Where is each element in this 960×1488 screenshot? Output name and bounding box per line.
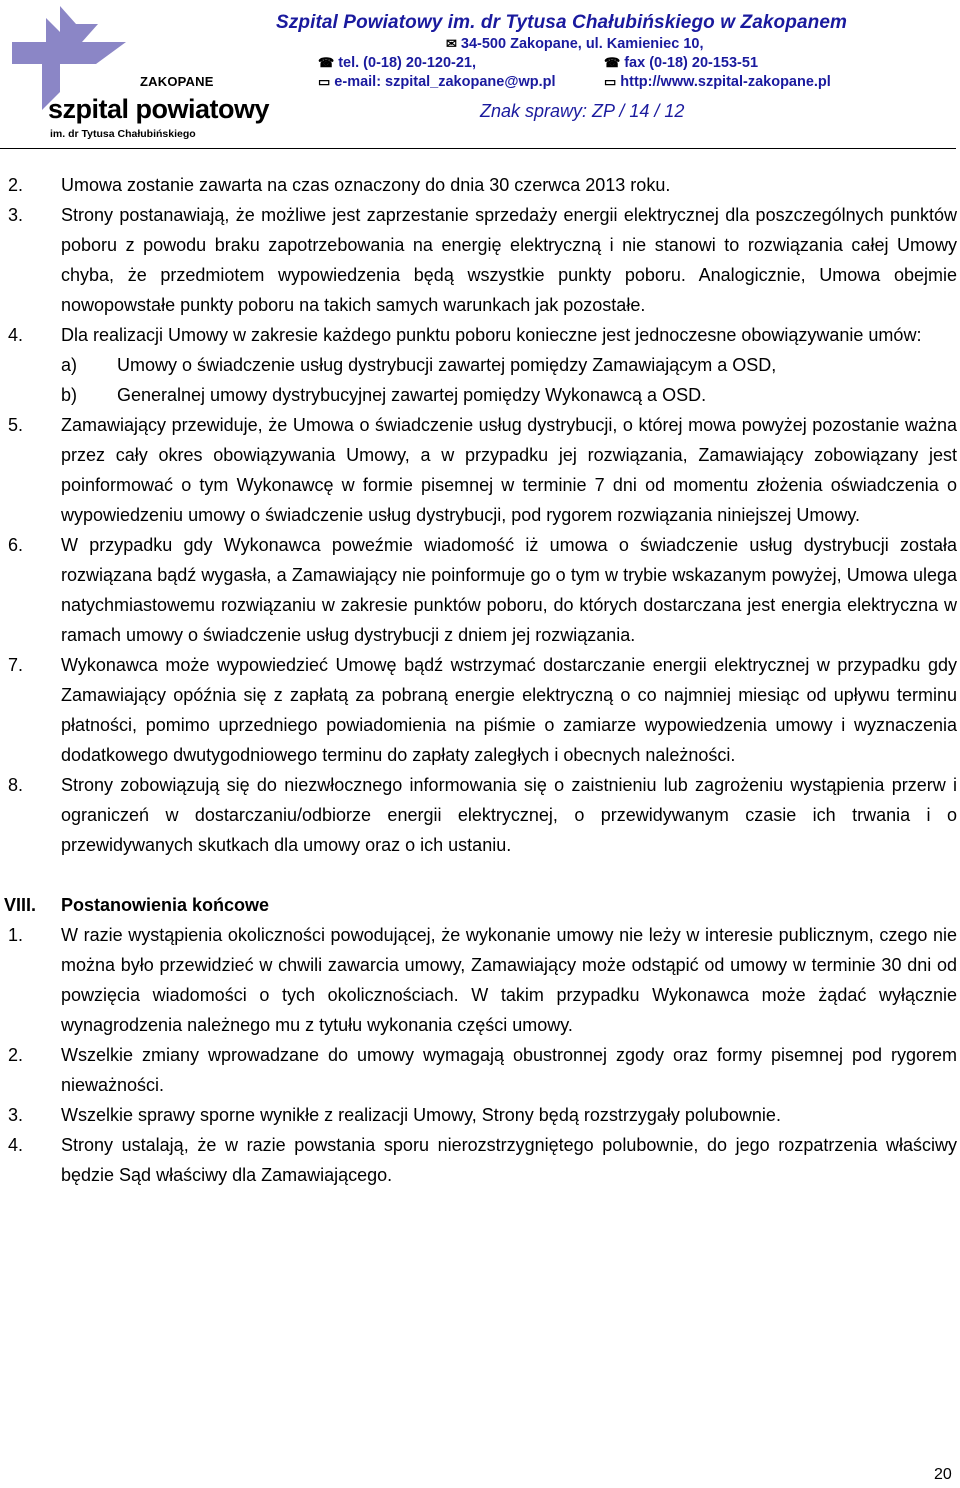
www-line [604,74,831,90]
clause-text: Wykonawca może wypowiedzieć Umowę bądź wstrzymać dostarczanie energii elektrycznej w przypadku gdy Zamawiający opóźnia się z zapłatą za pobraną energie elektryczną o co najmniej miesiąc od upływu terminu płatności, pomimo uprzedniego powiadomienia na piśmie o zamiarze wypowiedzenia umowy i wyznaczenia dodatkowego dwutygodniowego terminu do zapłaty zaległych i obecnych należności. [61,655,957,765]
tel-text: tel. (0-18) 20-120-21, [338,55,477,71]
clause-item [0,1130,960,1190]
clause-text: Zamawiający przewiduje, że Umowa o świadczenie usług dystrybucji, o której mowa powyżej pozostanie ważna przez cały okres obowiązywania Umowy, a w przypadku jej rozwiązania, Zamawiający zobowiązany jest poinformować o tym Wykonawcę w formie pisemnej w terminie 7 dni od momentu złożenia oświadczenia o wypowiedzeniu umowy o świadczenie usług dystrybucji, pod rygorem rozwiązania niniejszej Umowy. [61,415,957,525]
clause-item [0,650,960,770]
clause-subitem [0,380,960,410]
clause-subitem [0,350,960,380]
hospital-name: Szpital Powiatowy im. dr Tytusa Chałubińskiego w Zakopanem [276,12,847,33]
logo-title: szpital powiatowy [48,94,270,124]
clause-text: W przypadku gdy Wykonawca poweźmie wiadomość iż umowa o świadczenie usług dystrybucji została rozwiązana bądź wygasła, a Zamawiający nie poinformuje go o tym w trybie wskazanym powyżej, Umowa ulega natychmiastowemu rozwiązaniu w zakresie punktów poboru, do których dostarczana jest energia elektryczna w ramach umowy o świadczenie usług dystrybucji z dniem jej rozwiązania. [61,535,957,645]
subitem-letter: b) [61,385,78,405]
clause-item [0,1040,960,1100]
clause-item [0,770,960,860]
clause-number: 7. [8,655,24,675]
subitem-text: Umowy o świadczenie usług dystrybucji zawartej pomiędzy Zamawiającym a OSD, [117,355,777,375]
section-number: VIII. [4,895,37,915]
email-link[interactable]: e-mail: szpital_zakopane@wp.pl [334,74,556,90]
envelope-icon: ✉ [446,36,457,51]
clause-number: 8. [8,775,24,795]
page-header [0,0,960,150]
tel-line [318,55,476,71]
clause-number: 4. [8,325,24,345]
clause-number: 2. [8,175,24,195]
clause-item [0,320,960,350]
address-line [446,36,704,52]
clause-text: Strony ustalają, że w razie powstania sporu nierozstrzygniętego polubownie, do jego rozpatrzenia właściwy będzie Sąd właściwy dla Zamawiającego. [61,1135,957,1185]
clause-number: 6. [8,535,24,555]
clause-text: Strony zobowiązują się do niezwłocznego informowania się o zaistnieniu lub zagrożeniu wystąpienia przerw i ograniczeń w dostarczaniu/odbiorze energii elektrycznej, o przewidywanym czasie ich trwania i o przewidywanych skutkach dla umowy oraz o ich ustaniu. [61,775,957,855]
clause-text: Strony postanawiają, że możliwe jest zaprzestanie sprzedaży energii elektrycznej dla poszczególnych punktów poboru z powodu braku zapotrzebowania na energię elektryczną i nie stanowi to rozwiązania całej Umowy chyba, że przedmiotem wypowiedzenia będą wszystkie punkty poboru. Analogicznie, Umowa obejmie nowopowstałe punkty poboru na takich samych warunkach jak pozostałe. [61,205,957,315]
clause-number: 4. [8,1135,24,1155]
website-link[interactable]: http://www.szpital-zakopane.pl [620,74,831,90]
computer-icon: ▭ [318,74,331,89]
document-body [0,170,960,1190]
telephone-icon: ☎ [318,55,335,70]
clause-item [0,410,960,530]
clause-item [0,170,960,200]
subitem-letter: a) [61,355,78,375]
section-title: Postanowienia końcowe [61,895,270,915]
clause-number: 3. [8,205,24,225]
case-reference: Znak sprawy: ZP / 14 / 12 [480,101,685,121]
clause-text: Umowa zostanie zawarta na czas oznaczony do dnia 30 czerwca 2013 roku. [61,175,671,195]
section-heading [0,890,960,920]
fax-text: fax (0-18) 20-153-51 [624,55,759,71]
email-line [318,74,556,90]
logo-cross-center [46,42,60,64]
clause-text: W razie wystąpienia okoliczności powodującej, że wykonanie umowy nie leży w interesie publicznym, czego nie można było przewidzieć w chwili zawarcia umowy, Zamawiający może odstąpić od umowy w terminie 30 dni od powzięcia wiadomości o tych okolicznościach. W takim przypadku Wykonawca może żądać wyłącznie wynagrodzenia należnego mu z tytułu wykonania części umowy. [61,925,957,1035]
hospital-logo [2,6,270,144]
clause-item [0,1100,960,1130]
logo-place: ZAKOPANE [140,74,214,89]
clause-number: 3. [8,1105,24,1125]
clause-text: Wszelkie sprawy sporne wynikłe z realizacji Umowy, Strony będą rozstrzygały polubownie. [61,1105,781,1125]
telephone-icon: ☎ [604,55,621,70]
page-number: 20 [934,1466,952,1483]
clause-item [0,920,960,1040]
clause-item [0,200,960,320]
clause-number: 2. [8,1045,24,1065]
computer-icon: ▭ [604,74,617,89]
header-divider [0,148,956,149]
logo-subtitle: im. dr Tytusa Chałubińskiego [50,128,196,140]
clause-item [0,530,960,650]
fax-line [604,55,758,71]
address-text: 34-500 Zakopane, ul. Kamieniec 10, [460,36,704,52]
subitem-text: Generalnej umowy dystrybucyjnej zawartej pomiędzy Wykonawcą a OSD. [117,385,707,405]
clause-text: Wszelkie zmiany wprowadzane do umowy wymagają obustronnej zgody oraz formy pisemnej pod rygorem nieważności. [61,1045,957,1095]
clause-number: 5. [8,415,24,435]
clause-number: 1. [8,925,24,945]
clause-text: Dla realizacji Umowy w zakresie każdego punktu poboru konieczne jest jednoczesne obowiązywanie umów: [61,325,922,345]
